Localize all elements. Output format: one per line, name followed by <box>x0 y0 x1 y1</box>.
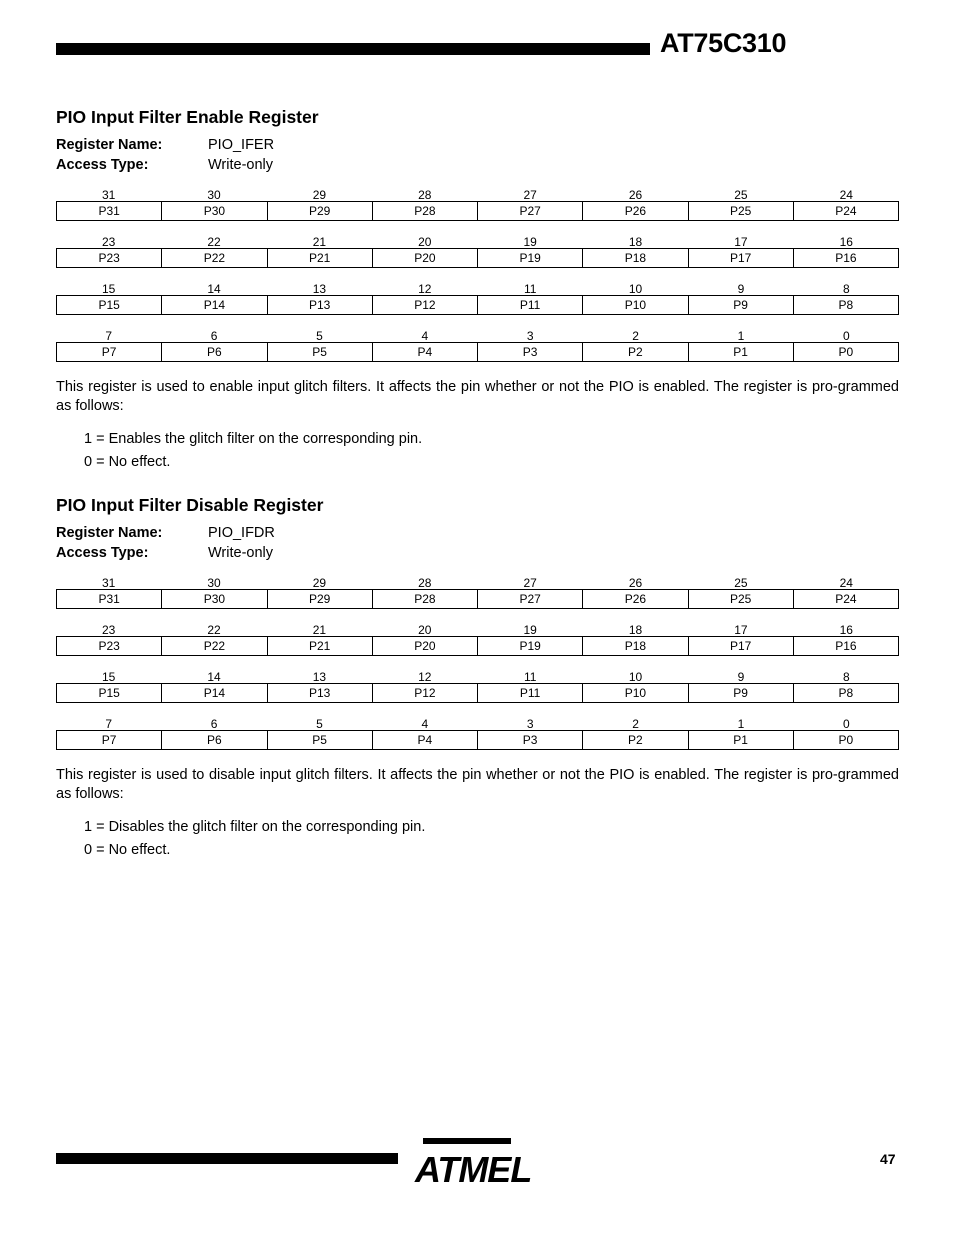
bit-field-cell: P12 <box>373 296 478 314</box>
bit-field-cell: P25 <box>689 202 794 220</box>
bit-number: 18 <box>628 622 643 637</box>
bit-field-cell: P11 <box>478 684 583 702</box>
bit-field-cell: P14 <box>162 684 267 702</box>
bit-field-cell: P5 <box>268 343 373 361</box>
bit-field-cell: P30 <box>162 590 267 608</box>
bit-number: 20 <box>418 234 432 249</box>
bit-field-cell: P1 <box>689 731 794 749</box>
bit-number: 21 <box>312 234 327 249</box>
bit-number: 13 <box>312 281 327 296</box>
bit-field-cell: P27 <box>478 590 583 608</box>
bit-number: 27 <box>523 187 537 202</box>
register-meta <box>56 135 899 175</box>
bit-number: 29 <box>312 187 327 202</box>
bit-number: 16 <box>839 622 853 637</box>
bit-field-cell: P2 <box>583 343 688 361</box>
bit-number: 16 <box>839 234 853 249</box>
bit-field-cell: P21 <box>268 637 373 655</box>
bit-field-cell: P0 <box>838 732 854 747</box>
bit-field-cell: P7 <box>57 343 162 361</box>
bit-field-cell: P23 <box>57 249 162 267</box>
bit-field-cell: P29 <box>268 202 373 220</box>
ifer-section <box>56 109 899 472</box>
bit-number: 24 <box>839 575 853 590</box>
bit-field-cell: P19 <box>478 637 583 655</box>
bit-number: 26 <box>628 187 643 202</box>
register-row <box>56 665 899 703</box>
bit-field-cell: P12 <box>373 684 478 702</box>
bit-number: 8 <box>842 281 850 296</box>
bit-number: 30 <box>207 575 221 590</box>
bit-field-cell: P16 <box>835 638 857 653</box>
bit-field-cell: P23 <box>57 637 162 655</box>
access-type-label: Access Type: <box>56 544 149 561</box>
bit-number: 9 <box>737 669 745 684</box>
bit-field-cell: P19 <box>478 249 583 267</box>
bit-number: 18 <box>628 234 643 249</box>
bit-number: 22 <box>207 234 221 249</box>
bit-number: 6 <box>210 328 218 343</box>
bit-number: 15 <box>102 669 116 684</box>
bit-field-cell: P6 <box>162 731 267 749</box>
bit-field-cell: P18 <box>583 249 688 267</box>
bit-field-cell: P28 <box>373 202 478 220</box>
register-row <box>56 324 899 362</box>
bit-field-cell: P25 <box>689 590 794 608</box>
bit-field-cell: P1 <box>689 343 794 361</box>
bit-field-cell: P28 <box>373 590 478 608</box>
bit-number: 31 <box>102 187 116 202</box>
bit-field-cell: P26 <box>583 590 688 608</box>
access-type-value: Write-only <box>208 156 273 173</box>
bit-field-cell: P27 <box>478 202 583 220</box>
bit-number: 17 <box>734 622 748 637</box>
bit-field-cell: P24 <box>835 591 857 606</box>
access-type-value: Write-only <box>208 544 273 561</box>
bit-field-cell: P6 <box>162 343 267 361</box>
bit-number: 31 <box>102 575 116 590</box>
bit-field-cell: P9 <box>689 684 794 702</box>
header-rule <box>56 43 650 55</box>
bit-number: 2 <box>632 716 639 731</box>
section-title: PIO Input Filter Disable Register <box>56 495 324 515</box>
bit-field-cell: P13 <box>268 296 373 314</box>
bit-number: 4 <box>421 328 429 343</box>
bit-field-cell: P20 <box>373 249 478 267</box>
register-row <box>56 712 899 750</box>
bit-number: 10 <box>628 669 643 684</box>
bit-number: 22 <box>207 622 221 637</box>
bit-field-cell: P17 <box>689 637 794 655</box>
bit-field-cell: P15 <box>57 296 162 314</box>
bit-field-cell: P8 <box>838 685 854 700</box>
ifdr-section <box>56 497 899 860</box>
section-description: This register is used to disable input glitch filters. It affects the pin whether or not the PIO is enabled. The register is pro-grammed as follows: <box>56 766 899 802</box>
bit-number: 9 <box>737 281 745 296</box>
bit-field-cell: P10 <box>583 684 688 702</box>
section-description: This register is used to enable input glitch filters. It affects the pin whether or not the PIO is enabled. The register is pro-grammed as follows: <box>56 378 899 414</box>
bit-number: 2 <box>632 328 639 343</box>
bit-number: 25 <box>734 187 748 202</box>
bit-number: 12 <box>418 281 432 296</box>
atmel-logo-icon <box>413 1136 532 1190</box>
bit-field-cell: P26 <box>583 202 688 220</box>
register-row <box>56 183 899 221</box>
register-meta <box>56 523 899 563</box>
register-name-value: PIO_IFDR <box>208 524 275 541</box>
description-item: 0 = No effect. <box>84 842 171 858</box>
register-row <box>56 618 899 656</box>
bit-number: 19 <box>523 234 537 249</box>
bit-field-cell: P22 <box>162 637 267 655</box>
bit-field-cell: P11 <box>478 296 583 314</box>
register-row <box>56 230 899 268</box>
register-bit-table <box>56 571 899 750</box>
bit-number: 10 <box>628 281 643 296</box>
bit-field-cell: P31 <box>57 202 162 220</box>
bit-number: 21 <box>312 622 327 637</box>
bit-field-cell: P7 <box>57 731 162 749</box>
bit-number: 1 <box>737 716 745 731</box>
bit-field-cell: P22 <box>162 249 267 267</box>
bit-number: 12 <box>418 669 432 684</box>
bit-number: 4 <box>421 716 429 731</box>
bit-number: 0 <box>842 328 850 343</box>
bit-number: 0 <box>842 716 850 731</box>
description-item: 0 = No effect. <box>84 454 171 470</box>
bit-number: 11 <box>523 669 537 684</box>
bit-field-cell: P2 <box>583 731 688 749</box>
bit-field-cell: P18 <box>583 637 688 655</box>
bit-number: 5 <box>316 716 323 731</box>
bit-number: 7 <box>105 328 113 343</box>
bit-number: 7 <box>105 716 113 731</box>
bit-field-cell: P29 <box>268 590 373 608</box>
bit-field-cell: P21 <box>268 249 373 267</box>
bit-number: 28 <box>418 187 432 202</box>
logo-text: ATMEL <box>415 1149 532 1190</box>
register-name-label: Register Name: <box>56 524 163 541</box>
bit-number: 14 <box>207 669 221 684</box>
document-title: AT75C310 <box>660 28 787 58</box>
bit-number: 3 <box>526 328 534 343</box>
bit-number: 28 <box>418 575 432 590</box>
access-type-label: Access Type: <box>56 156 149 173</box>
bit-number: 1 <box>737 328 745 343</box>
bit-field-cell: P20 <box>373 637 478 655</box>
bit-field-cell: P5 <box>268 731 373 749</box>
bit-number: 23 <box>102 234 116 249</box>
bit-number: 11 <box>523 281 537 296</box>
bit-field-cell: P0 <box>838 344 854 359</box>
bit-field-cell: P31 <box>57 590 162 608</box>
bit-field-cell: P9 <box>689 296 794 314</box>
register-row <box>56 277 899 315</box>
bit-number: 30 <box>207 187 221 202</box>
bit-field-cell: P3 <box>478 731 583 749</box>
bit-number: 6 <box>210 716 218 731</box>
register-name-label: Register Name: <box>56 136 163 153</box>
bit-number: 3 <box>526 716 534 731</box>
bit-field-cell: P30 <box>162 202 267 220</box>
bit-number: 25 <box>734 575 748 590</box>
register-row <box>56 571 899 609</box>
bit-field-cell: P14 <box>162 296 267 314</box>
bit-field-cell: P4 <box>373 731 478 749</box>
bit-number: 20 <box>418 622 432 637</box>
bit-field-cell: P10 <box>583 296 688 314</box>
footer-rule <box>56 1153 398 1164</box>
bit-number: 26 <box>628 575 643 590</box>
bit-number: 19 <box>523 622 537 637</box>
bit-number: 15 <box>102 281 116 296</box>
description-item: 1 = Disables the glitch filter on the corresponding pin. <box>84 819 426 835</box>
description-item: 1 = Enables the glitch filter on the corresponding pin. <box>84 431 423 447</box>
bit-field-cell: P4 <box>373 343 478 361</box>
bit-number: 14 <box>207 281 221 296</box>
bit-field-cell: P8 <box>838 297 854 312</box>
bit-field-cell: P17 <box>689 249 794 267</box>
bit-field-cell: P24 <box>835 203 857 218</box>
bit-number: 5 <box>316 328 323 343</box>
bit-field-cell: P13 <box>268 684 373 702</box>
bit-number: 27 <box>523 575 537 590</box>
bit-number: 17 <box>734 234 748 249</box>
page-number: 47 <box>880 1151 896 1167</box>
register-name-value: PIO_IFER <box>208 136 275 153</box>
bit-number: 29 <box>312 575 327 590</box>
register-bit-table <box>56 183 899 362</box>
bit-field-cell: P15 <box>57 684 162 702</box>
bit-number: 13 <box>312 669 327 684</box>
bit-number: 23 <box>102 622 116 637</box>
bit-number: 24 <box>839 187 853 202</box>
bit-number: 8 <box>842 669 850 684</box>
bit-field-cell: P3 <box>478 343 583 361</box>
bit-field-cell: P16 <box>835 250 857 265</box>
section-title: PIO Input Filter Enable Register <box>56 107 319 127</box>
